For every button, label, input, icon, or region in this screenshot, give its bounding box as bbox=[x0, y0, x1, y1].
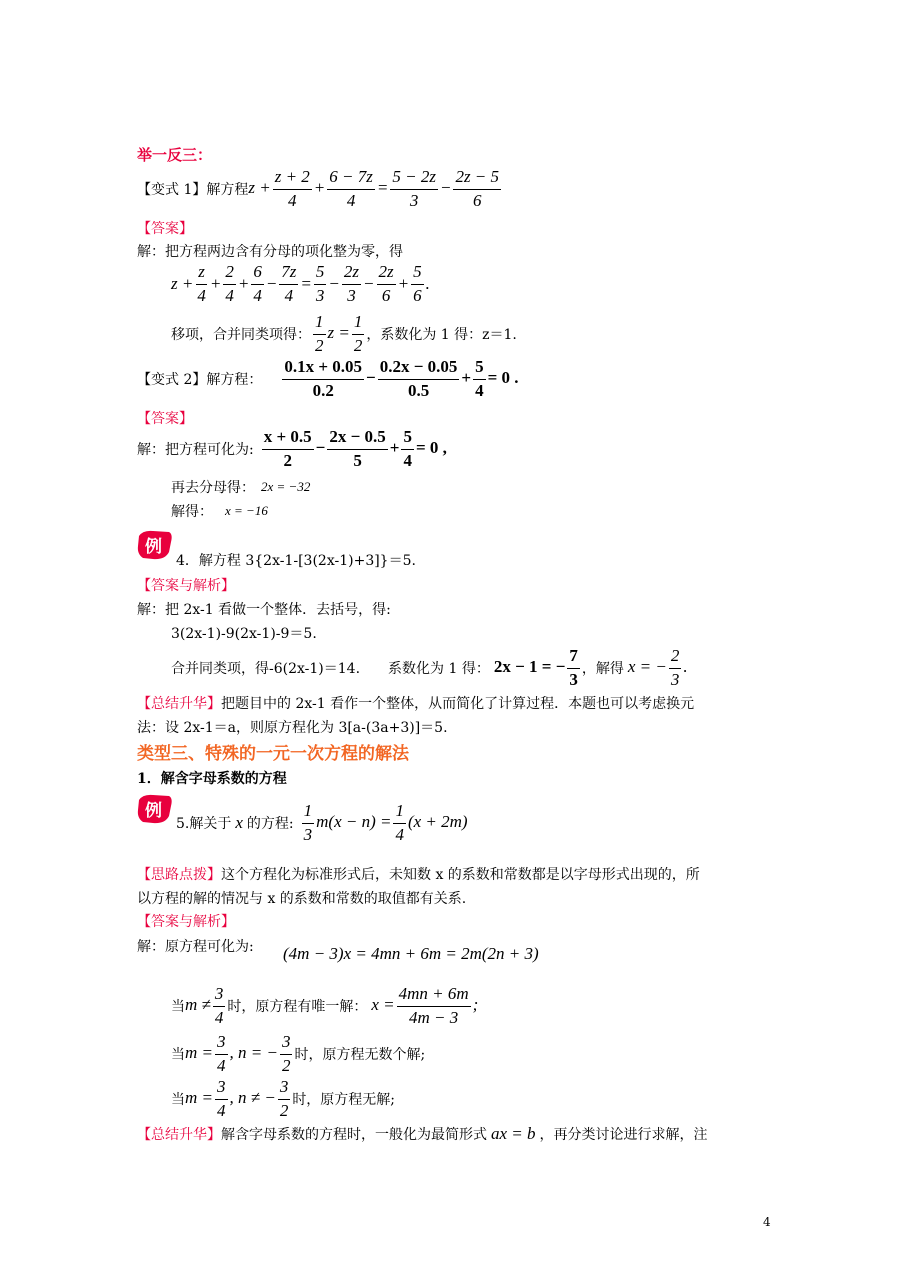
variant2-solution-line3 bbox=[171, 501, 268, 521]
example5-case3 bbox=[171, 1078, 395, 1120]
example5-summary-math: ax = b bbox=[491, 1124, 536, 1143]
example4-line3-text: 合并同类项，得-6(2x-1)＝14. 系数化为 1 得： bbox=[171, 661, 490, 678]
example-badge-icon bbox=[135, 528, 175, 562]
variant2-line3-math: x = −16 bbox=[225, 503, 268, 518]
example5-badge-icon bbox=[135, 792, 175, 826]
example5-case1-pre: 当 bbox=[171, 999, 185, 1016]
type3-subtitle: 1．解含字母系数的方程 bbox=[137, 771, 287, 787]
example5-case1-solution: x = $\frac{4mn + 6m}{4m - 3}$ ; bbox=[371, 984, 479, 1027]
example5-question-text: 5.解关于 bbox=[176, 816, 232, 833]
example5-equation: $\frac{1}{3}$ m(x − n) = $\frac{1}{4}$ (x + 2m) bbox=[303, 801, 468, 844]
example5-summary bbox=[137, 1124, 708, 1144]
example4-solution-line3 bbox=[171, 647, 688, 689]
variant1-answer-label: 【答案】 bbox=[137, 221, 193, 237]
example4-solution-line2: 3(2x-1)-9(2x-1)-9＝5. bbox=[171, 626, 317, 642]
example4-summary-text: 把题目中的 2x-1 看作一个整体，从而简化了计算过程．本题也可以考虑换元 bbox=[221, 696, 695, 712]
example4-result-eq1: 2x − 1 = − $\frac{7}{3}$ bbox=[493, 646, 578, 689]
variant1-step-equation: $\frac{1}{2}$ z = $\frac{1}{2}$ bbox=[315, 312, 363, 355]
example5-case2-mid: 时，原方程无数个解; bbox=[294, 1047, 426, 1064]
example5-case1-mid: 时，原方程有唯一解： bbox=[227, 999, 368, 1016]
example5-case3-pre: 当 bbox=[171, 1092, 185, 1109]
example5-summary-text: 解含字母系数的方程时，一般化为最简形式 bbox=[221, 1127, 487, 1143]
variant1-step bbox=[171, 313, 517, 355]
example5-case2-pre: 当 bbox=[171, 1047, 185, 1064]
variant1-expanded-equation: z + $\frac{z}{4}$ + $\frac{2}{4}$ + $\frac{6}{4}$ − $\frac{7z}{4}$ = $\frac{5}{3}$ − $\frac{2z}{3}$ − $\frac{2z}{6}$ + $\frac{5}{6}$ . bbox=[171, 262, 430, 305]
example4-summary-line2: 法：设 2x-1＝a，则原方程化为 3[a-(3a+3)]＝5. bbox=[137, 720, 448, 736]
example5-case2 bbox=[171, 1033, 425, 1075]
example5-case1-cond: m ≠ $\frac{3}{4}$ bbox=[185, 984, 224, 1027]
example5-badge-text: 例 bbox=[145, 801, 162, 821]
example4-line3-mid: ，解得 bbox=[581, 661, 624, 678]
variant2-line1-text: 解：把方程可化为: bbox=[137, 442, 254, 459]
example5-answer-label: 【答案与解析】 bbox=[137, 914, 235, 930]
example4-solution-line1: 解：把 2x-1 看做一个整体．去括号，得: bbox=[137, 602, 391, 618]
variant2-line2-math: 2x = −32 bbox=[261, 479, 311, 494]
type3-title: 类型三、特殊的一元一次方程的解法 bbox=[137, 744, 409, 764]
variant2-line3-text: 解得： bbox=[171, 504, 213, 520]
variant2-answer-label: 【答案】 bbox=[137, 411, 193, 427]
variant1-solution-line1: 解：把方程两边含有分母的项化整为零，得 bbox=[137, 244, 403, 260]
variant1-equation: z + $\frac{z + 2}{4}$ + $\frac{6 - 7z}{4}$ = $\frac{5 - 2z}{3}$ − $\frac{2z - 5}{6}$ bbox=[248, 167, 500, 210]
example5-hint bbox=[137, 864, 700, 884]
example5-solution-line1: 解：原方程可化为: bbox=[137, 939, 254, 955]
example5-summary-tail: ，再分类讨论进行求解，注 bbox=[539, 1127, 708, 1143]
example5-case1 bbox=[171, 985, 478, 1027]
example5-hint-text: 这个方程化为标准形式后，未知数 x 的系数和常数都是以字母形式出现的，所 bbox=[221, 867, 700, 883]
variant2-question bbox=[137, 358, 519, 400]
example4-answer-label: 【答案与解析】 bbox=[137, 578, 235, 594]
variant2-solution-line1 bbox=[137, 428, 447, 470]
variant1-step-mid: ，系数化为 1 得：z＝1. bbox=[366, 327, 517, 344]
example5-summary-label: 【总结升华】 bbox=[137, 1127, 221, 1143]
example4-result-eq2: x = − $\frac{2}{3}$ . bbox=[627, 646, 688, 689]
example5-hint-label: 【思路点拨】 bbox=[137, 867, 221, 883]
page-number: 4 bbox=[763, 1215, 771, 1229]
example5-question bbox=[176, 802, 468, 844]
section-title: 举一反三： bbox=[137, 146, 213, 164]
example5-hint-line2: 以方程的解的情况与 x 的系数和常数的取值都有关系. bbox=[137, 891, 467, 907]
example5-case2-cond: m = $\frac{3}{4}$ , n = − $\frac{3}{2}$ bbox=[185, 1032, 291, 1075]
variant1-step-prefix: 移项，合并同类项得： bbox=[171, 327, 311, 344]
example5-case3-mid: 时，原方程无解; bbox=[292, 1092, 396, 1109]
example5-variable: x bbox=[235, 813, 243, 833]
example5-rewritten-equation: (4m − 3)x = 4mn + 6m = 2m(2n + 3) bbox=[283, 944, 539, 963]
example5-question-mid: 的方程: bbox=[246, 816, 294, 833]
variant1-question bbox=[137, 168, 503, 210]
example4-summary bbox=[137, 693, 694, 713]
variant1-label: 【变式 1】解方程 bbox=[137, 182, 249, 199]
example4-badge-text: 例 bbox=[145, 537, 162, 557]
variant2-line2-text: 再去分母得： bbox=[171, 480, 255, 496]
example5-case3-cond: m = $\frac{3}{4}$ , n ≠ − $\frac{3}{2}$ bbox=[185, 1077, 289, 1120]
variant2-equation: $\frac{0.1x + 0.05}{0.2}$ − $\frac{0.2x - 0.05}{0.5}$ + $\frac{5}{4}$ = 0 . bbox=[284, 357, 519, 400]
variant2-solution-line2 bbox=[171, 477, 310, 497]
variant2-simplified-equation: $\frac{x + 0.5}{2}$ − $\frac{2x - 0.5}{5}$ + $\frac{5}{4}$ = 0 , bbox=[263, 427, 447, 470]
example4-summary-label: 【总结升华】 bbox=[137, 696, 221, 712]
variant2-label: 【变式 2】解方程： bbox=[137, 372, 263, 389]
example4-question: 4．解方程 3{2x-1-[3(2x-1)+3]}＝5. bbox=[176, 553, 416, 569]
